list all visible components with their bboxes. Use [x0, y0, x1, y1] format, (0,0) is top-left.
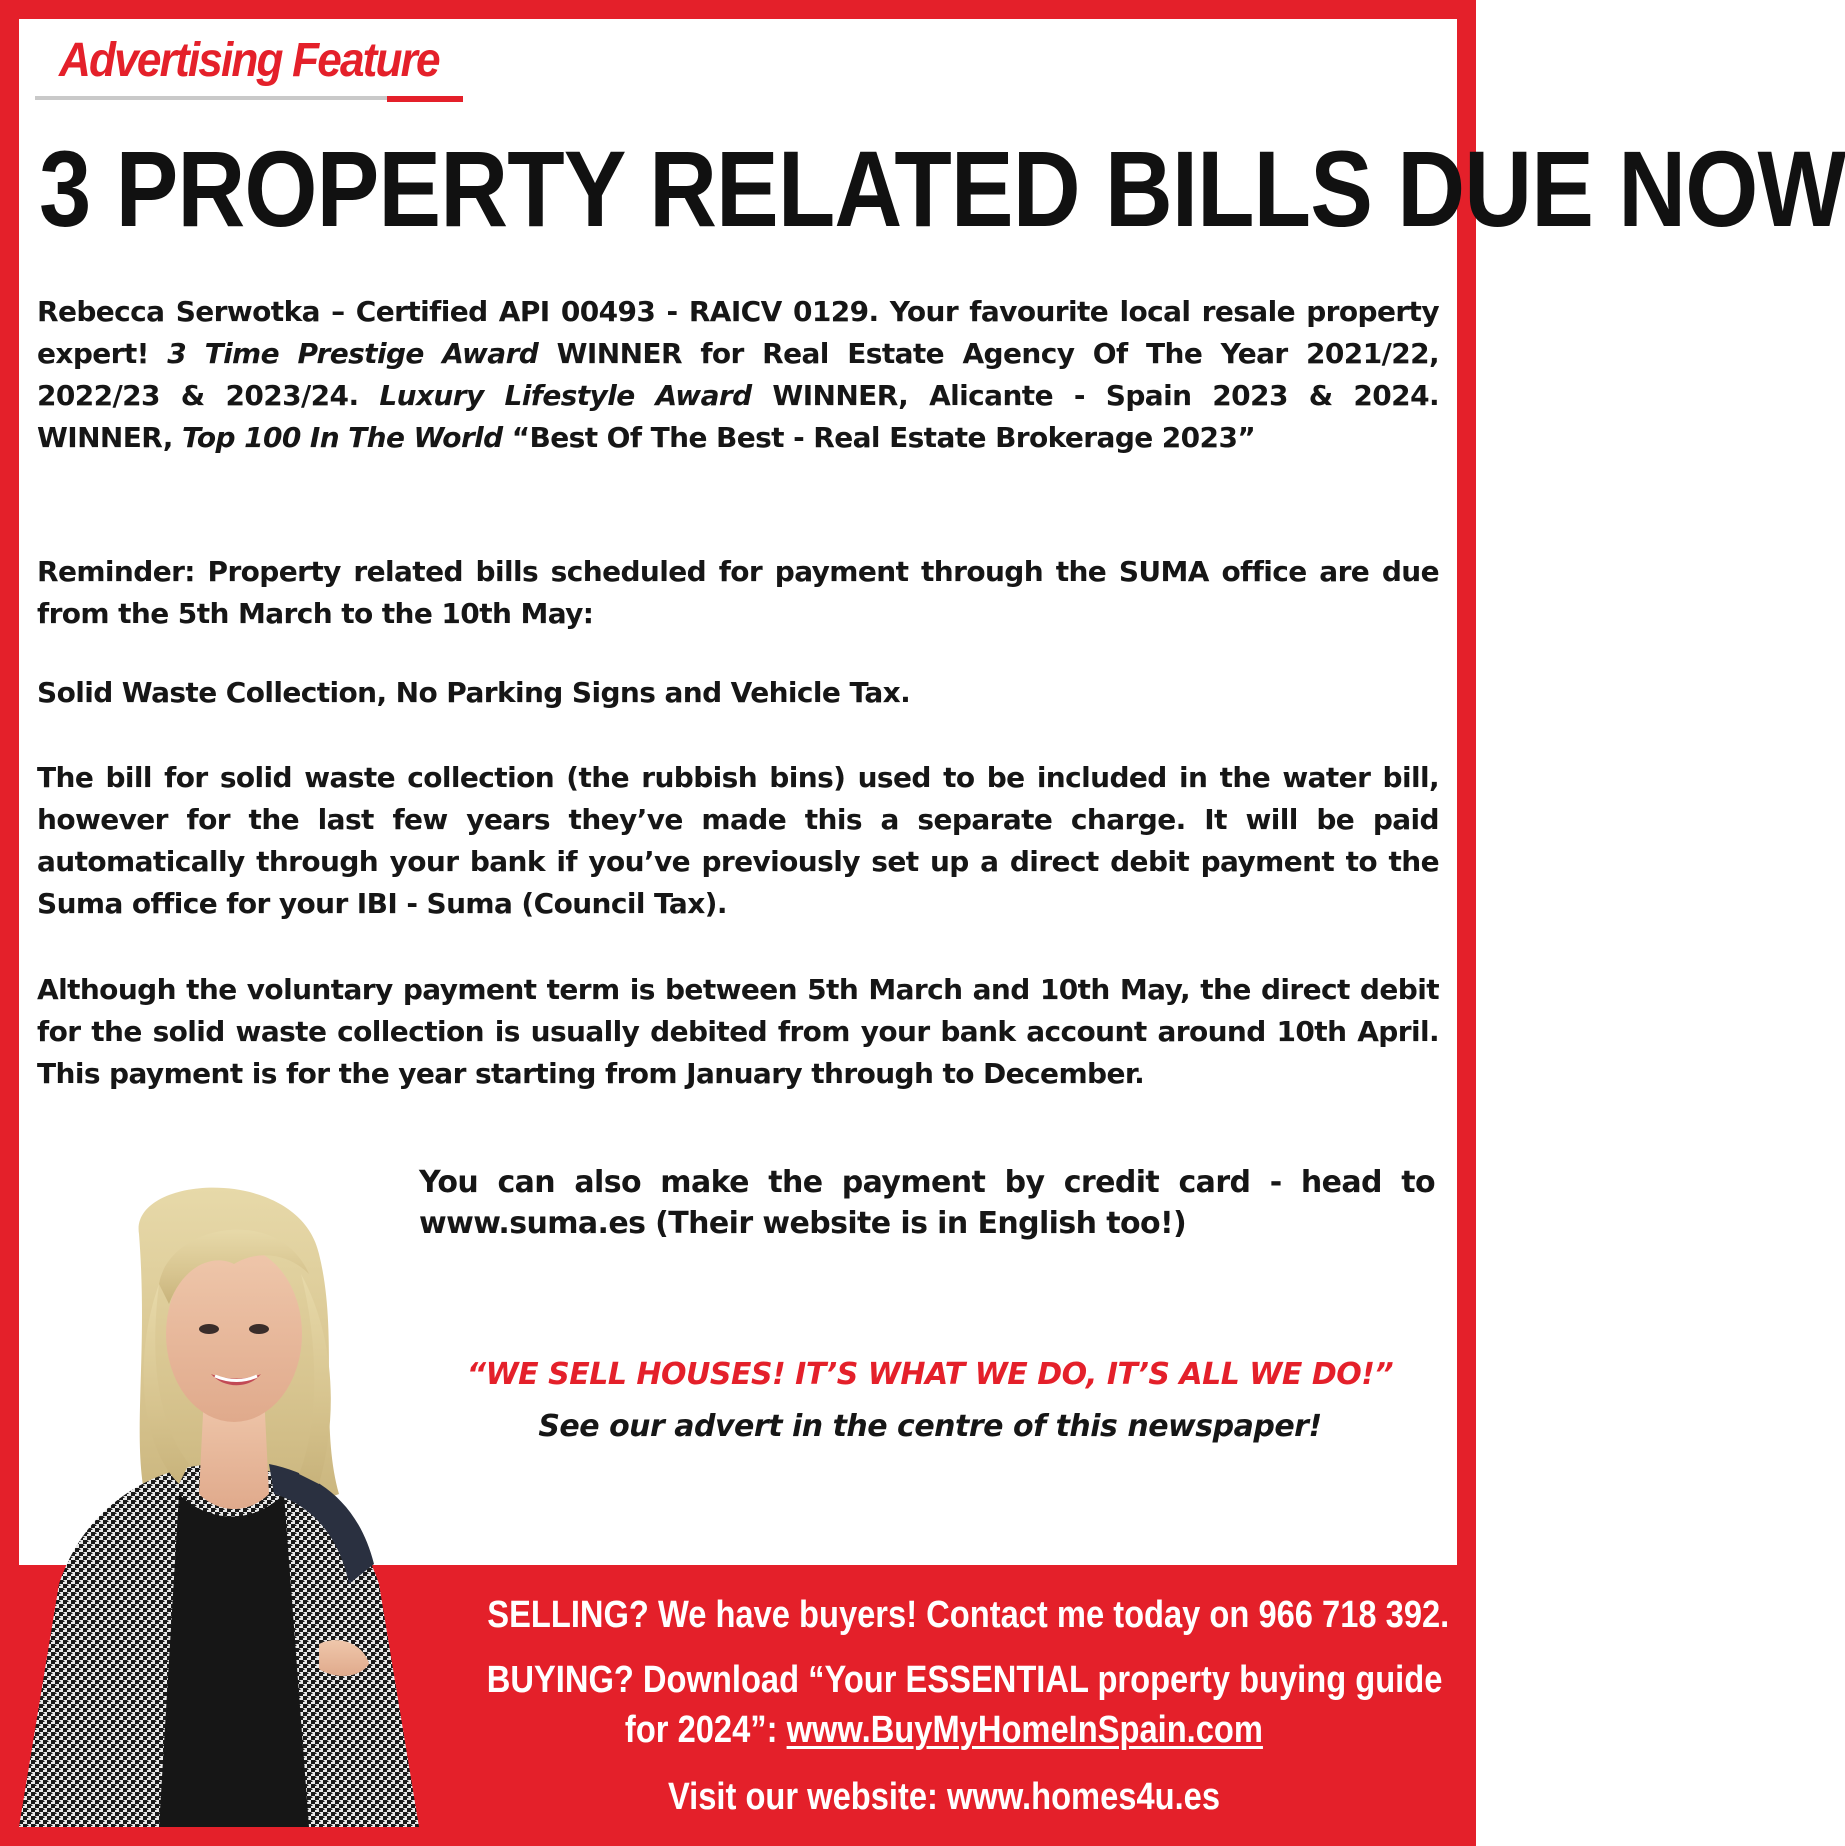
- footer-selling-text: SELLING? We have buyers! Contact me today on 966 718 392.: [487, 1594, 1450, 1636]
- footer-visit-line: [409, 1776, 1479, 1819]
- award-top-100: Top 100 In The World: [181, 421, 503, 454]
- advert-panel: [19, 19, 1845, 1827]
- payment-term-paragraph: Although the voluntary payment term is between 5th March and 10th May, the direct debit for the solid waste collection is usually debited from your bank account around 10th April. This payment is for the year starting from January through to December.: [37, 973, 1439, 1090]
- bills-list-paragraph: Solid Waste Collection, No Parking Signs and Vehicle Tax.: [37, 676, 911, 709]
- footer-buying-line-2: [409, 1709, 1479, 1752]
- footer-selling-line: [409, 1594, 1479, 1637]
- header-rule: [35, 96, 400, 100]
- award-prestige: 3 Time Prestige Award: [167, 337, 539, 370]
- intro-text-4: “Best Of The Best - Real Estate Brokerage 2023”: [502, 421, 1256, 454]
- intro-lead: Rebecca Serwotka – Certified API 00493 - RAICV 0129. Your favourite local resale property expert!: [37, 295, 1439, 370]
- reminder-paragraph: Reminder: Property related bills scheduled for payment through the SUMA office are due from the 5th March to the 10th May:: [37, 555, 1439, 630]
- intro-text-3: WINNER, Alicante - Spain 2023 & 2024. WINNER,: [37, 379, 1439, 454]
- slogan-quote: “WE SELL HOUSES! IT’S WHAT WE DO, IT’S ALL WE DO!”: [466, 1357, 1394, 1392]
- advertising-feature-label: Advertising Feature: [59, 34, 439, 87]
- intro-text-2: WINNER for Real Estate Agency Of The Year 2021/22, 2022/23 & 2023/24.: [37, 337, 1440, 412]
- footer-buying-line: [409, 1659, 1479, 1702]
- waste-paragraph: The bill for solid waste collection (the rubbish bins) used to be included in the water bill, however for the last few years they’ve made this a separate charge. It will be paid automatically through your bank if you’ve previously set up a direct debit payment to the Suma office for your IBI - Suma (Council Tax).: [37, 761, 1439, 920]
- award-luxury-lifestyle: Luxury Lifestyle Award: [379, 379, 752, 412]
- credit-card-paragraph: You can also make the payment by credit card - head to www.suma.es (Their website is in English too!): [419, 1165, 1435, 1241]
- headline: 3 PROPERTY RELATED BILLS DUE NOW: [39, 128, 1845, 249]
- footer-buying-prefix: for 2024”:: [624, 1709, 787, 1751]
- website-link[interactable]: Visit our website: www.homes4u.es: [667, 1776, 1221, 1818]
- footer-buying-text: BUYING? Download “Your ESSENTIAL property buying guide: [486, 1659, 1443, 1701]
- header-rule-accent: [387, 96, 463, 102]
- intro-paragraph: [37, 291, 1439, 459]
- buying-guide-link[interactable]: www.BuyMyHomeInSpain.com: [786, 1709, 1264, 1751]
- see-advert-note: See our advert in the centre of this newspaper!: [538, 1409, 1322, 1444]
- agent-portrait: [19, 1164, 419, 1827]
